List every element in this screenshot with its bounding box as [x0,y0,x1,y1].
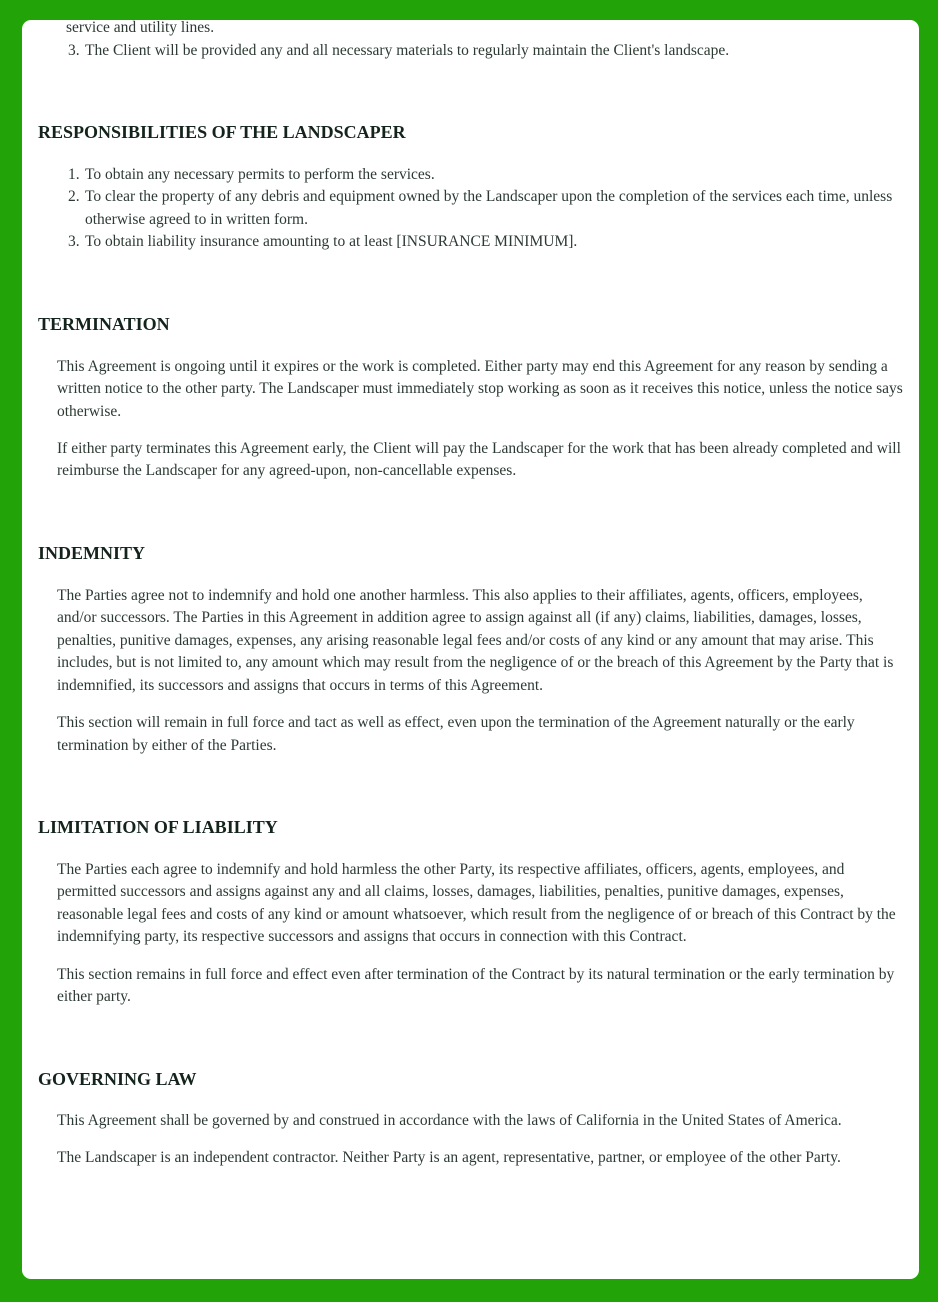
section-heading: INDEMNITY [38,543,146,564]
section-heading: TERMINATION [38,314,170,335]
paragraph: This section remains in full force and effect even after termination of the Contract by its natural termination or the early termination by either party. [57,965,895,1006]
paragraph: This Agreement is ongoing until it expires or the work is completed. Either party may end this Agreement for any reason by sending a written notice to the other party. The Landscaper must immediately stop working as soon as it receives this notice, unless the notice says otherwise. [57,357,903,420]
section-termination [38,312,906,483]
section-indemnity [38,541,906,757]
paragraph: This Agreement shall be governed by and construed in accordance with the laws of California in the United States of America. [57,1112,842,1130]
document-page [22,20,919,1279]
paragraph: The Parties each agree to indemnify and hold harmless the other Party, its respective affiliates, officers, agents, employees, and permitted successors and assigns against any and all claims, losses, damages, liabilities, penalties, punitive damages, expenses, reasonable legal fees and costs of any kind or amount whatsoever, which result from the negligence of or breach of this Contract by the indemnifying party, its respective successors and assigns that occurs in connection with this Contract. [57,860,896,946]
previous-section-list [38,40,906,63]
responsibilities-list [38,164,906,254]
section-governing-law [38,1067,906,1170]
section-heading: RESPONSIBILITIES OF THE LANDSCAPER [38,122,406,143]
list-item: To clear the property of any debris and equipment owned by the Landscaper upon the completion of the services each time, unless otherwise agreed to in written form. [85,188,893,228]
clipped-continuation-line: service and utility lines. [66,20,215,36]
section-heading: GOVERNING LAW [38,1068,197,1089]
paragraph: The Parties agree not to indemnify and hold one another harmless. This also applies to their affiliates, agents, officers, employees, and/or successors. The Parties in this Agreement in addition agree to assign against all (if any) claims, liabilities, damages, losses, penalties, punitive damages, expenses, any arising reasonable legal fees and/or costs of any kind or any amount that may arise. This includes, but is not limited to, any amount which may result from the negligence of or the breach of this Agreement by the Party that is indemnified, its successors and assigns that occurs in terms of this Agreement. [57,586,894,694]
section-heading: LIMITATION OF LIABILITY [38,817,278,838]
section-responsibilities-of-the-landscaper [38,120,906,254]
list-item: The Client will be provided any and all necessary materials to regularly maintain the Client's landscape. [85,41,730,59]
paragraph: If either party terminates this Agreement early, the Client will pay the Landscaper for the work that has been already completed and will reimburse the Landscaper for any agreed-upon, non-cancellable expenses. [57,439,901,480]
paragraph: This section will remain in full force and tact as well as effect, even upon the termination of the Agreement naturally or the early termination by either of the Parties. [57,714,855,754]
section-limitation-of-liability [38,815,906,1009]
paragraph: The Landscaper is an independent contractor. Neither Party is an agent, representative, partner, or employee of the other Party. [57,1149,841,1167]
list-item: To obtain any necessary permits to perform the services. [85,165,435,183]
list-item: To obtain liability insurance amounting to at least [INSURANCE MINIMUM]. [85,233,578,251]
